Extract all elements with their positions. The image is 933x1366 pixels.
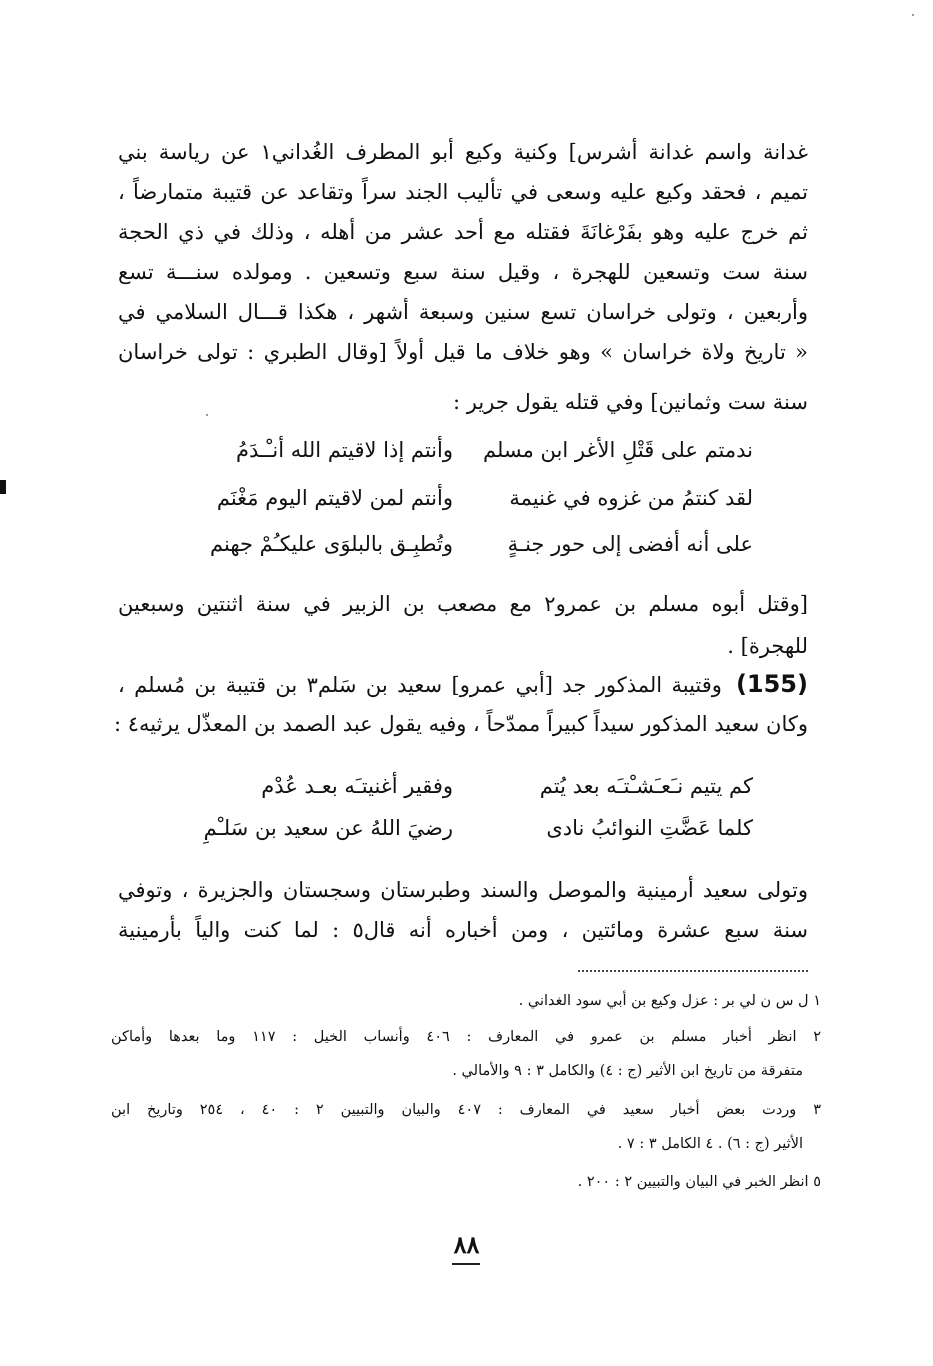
body-line: سنة ست وتسعين للهجرة ، وقيل سنة سبع وتسعين . ومولده سنـــة تسع <box>118 260 808 284</box>
page-number-underline <box>452 1263 480 1265</box>
footnote-separator <box>578 970 808 972</box>
verse-hemistich-second: وأنتم لمن لاقيتم اليوم مَغْنَم <box>216 486 453 510</box>
footnote: ٢ انظر أخبار مسلم بن عمرو في المعارف : ٤٠٦ وأنساب الخيل : ١١٧ وما بعدها وأماكن <box>111 1029 821 1045</box>
verse-hemistich-second: رضيَ اللهُ عن سعيد بن سَلـْمِ <box>203 816 453 840</box>
body-line: سنة ست وثمانين] وفي قتله يقول جرير : <box>453 390 808 414</box>
verse-hemistich-first: لقد كنتمُ من غزوه في غنيمة <box>509 486 753 510</box>
footnote: ١ ل س ن لي بر : عزل وكيع بن أبي سود الغداني . <box>518 993 821 1009</box>
body-line: وأربعين ، وتولى خراسان تسع سنين وسبعة أشهر ، هكذا قـــال السلامي في <box>118 300 808 324</box>
page-number: ٨٨ <box>453 1230 480 1259</box>
entry-number: (155) <box>735 670 808 698</box>
body-line: ثم خرج عليه وهو بفَرْغانَةَ فقتله مع أحد عشر من أهله ، وذلك في ذي الحجة <box>118 220 809 244</box>
body-line: [وقتل أبوه مسلم بن عمرو٢ مع مصعب بن الزبير في سنة اثنتين وسبعين <box>118 592 808 616</box>
entry-second-line: وكان سعيد المذكور سيداً كبيراً ممدّحاً ، وفيه يقول عبد الصمد بن المعذّل يرثيه٤ : <box>113 712 808 736</box>
footnote-continuation: الأثير (ج : ٦) . ٤ الكامل ٣ : ٧ . <box>617 1136 803 1152</box>
verse-hemistich-second: وفقير أغنيتـَه بعـد عُدْم <box>261 774 453 798</box>
entry-first-line <box>118 664 808 705</box>
footnote: ٥ انظر الخبر في البيان والتبيين ٢ : ٢٠٠ . <box>577 1174 821 1190</box>
body-line: وتولى سعيد أرمينية والموصل والسند وطبرستان وسجستان والجزيرة ، وتوفي <box>118 878 808 902</box>
verse-hemistich-first: ندمتم على قَتْلِ الأغر ابن مسلم <box>482 438 753 462</box>
body-line: غدانة واسم غدانة أشرس] وكنية وكيع أبو المطرف الغُداني١ عن رياسة بني <box>118 140 808 164</box>
verse-hemistich-second: وتُطبِـق بالبلوَى عليكـُمْ جهنم <box>210 532 453 556</box>
scan-speck <box>206 414 208 416</box>
verse-hemistich-second: وأنتم إذا لاقيتم الله أنـْـدَمُ <box>236 438 453 462</box>
body-line: « تاريخ ولاة خراسان » وهو خلاف ما قيل أولاً [وقال الطبري : تولى خراسان <box>118 340 808 364</box>
footnote: ٣ وردت بعض أخبار سعيد في المعارف : ٤٠٧ والبيان والتبيين ٢ : ٤٠ ، ٢٥٤ وتاريخ ابن <box>111 1102 821 1118</box>
verse-hemistich-first: كم يتيم نـَعـَشـْتـَه بعد يُتم <box>539 774 753 798</box>
entry-text: وقتيبة المذكور جد [أبي عمرو] سعيد بن سَلم٣ بن قتيبة بن مُسلم ، <box>118 673 722 697</box>
scan-edge-mark <box>0 480 6 494</box>
footnote-continuation: متفرقة من تاريخ ابن الأثير (ج : ٤) والكامل ٣ : ٩ والأمالي . <box>452 1063 803 1079</box>
body-line: للهجرة] . <box>727 634 808 658</box>
verse-hemistich-first: كلما عَضَّتِ النوائبُ نادى <box>546 816 753 840</box>
verse-hemistich-first: على أنه أفضى إلى حور جنـةٍ <box>507 532 753 556</box>
body-line: تميم ، فحقد وكيع عليه وسعى في تأليب الجند سراً وتقاعد عن قتيبة متمارضاً ، <box>118 180 808 204</box>
body-line: سنة سبع عشرة ومائتين ، ومن أخباره أنه قال٥ : لما كنت والياً بأرمينية <box>118 918 808 942</box>
scan-speck <box>912 14 914 16</box>
